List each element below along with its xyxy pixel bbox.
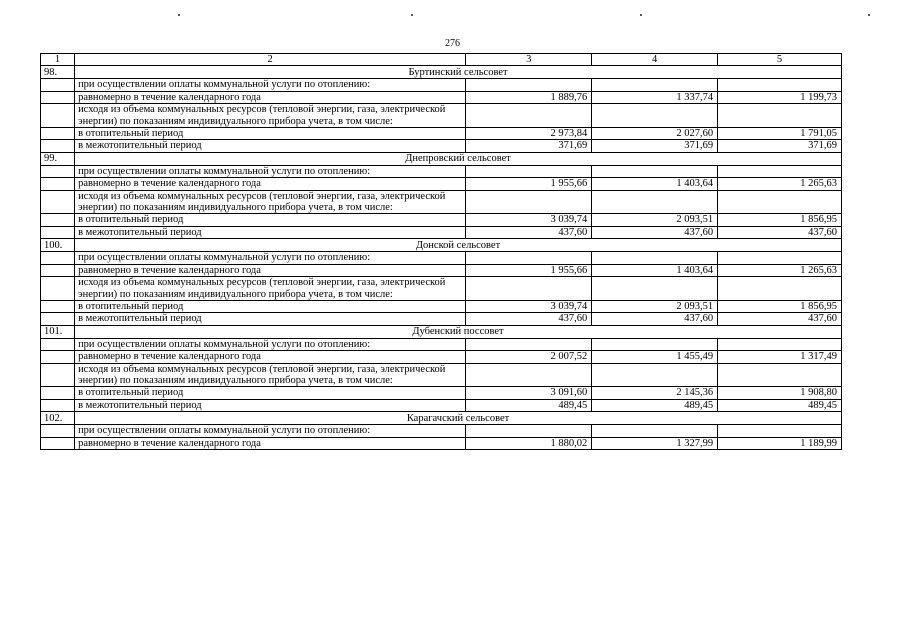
value-row xyxy=(41,214,842,226)
value-cell: 1 317,49 xyxy=(718,351,842,363)
value-cell: 1 265,63 xyxy=(718,264,842,276)
row-label: исходя из объема коммунальных ресурсов (тепловой энергии, газа, электрической энергии) по показаниям индивидуального прибора учета, в том числе: xyxy=(75,277,466,301)
label-row xyxy=(41,425,842,437)
value-cell: 1 403,64 xyxy=(592,264,718,276)
value-cell: 437,60 xyxy=(592,313,718,325)
row-label: в отопительный период xyxy=(75,214,466,226)
value-cell: 1 337,74 xyxy=(592,91,718,103)
row-label: исходя из объема коммунальных ресурсов (тепловой энергии, газа, электрической энергии) по показаниям индивидуального прибора учета, в том числе: xyxy=(75,363,466,387)
header-cell: 2 xyxy=(75,54,466,66)
value-cell: 1 955,66 xyxy=(466,264,592,276)
empty-cell xyxy=(466,363,592,387)
value-cell: 3 039,74 xyxy=(466,214,592,226)
value-cell: 1 880,02 xyxy=(466,437,592,449)
description-row xyxy=(41,104,842,128)
row-label: в межотопительный период xyxy=(75,399,466,411)
row-label: в отопительный период xyxy=(75,128,466,140)
value-cell: 371,69 xyxy=(718,140,842,152)
empty-cell xyxy=(466,104,592,128)
empty-cell xyxy=(466,425,592,437)
empty-cell xyxy=(41,226,75,238)
empty-cell xyxy=(41,190,75,214)
value-cell: 371,69 xyxy=(592,140,718,152)
row-label: в отопительный период xyxy=(75,387,466,399)
label-row xyxy=(41,252,842,264)
section-row xyxy=(41,66,842,79)
value-row xyxy=(41,437,842,449)
description-row xyxy=(41,363,842,387)
value-row xyxy=(41,351,842,363)
value-row xyxy=(41,387,842,399)
row-label: исходя из объема коммунальных ресурсов (тепловой энергии, газа, электрической энергии) по показаниям индивидуального прибора учета, в том числе: xyxy=(75,190,466,214)
section-number: 99. xyxy=(41,152,75,165)
empty-cell xyxy=(466,165,592,177)
empty-cell xyxy=(718,425,842,437)
value-cell: 437,60 xyxy=(718,313,842,325)
empty-cell xyxy=(466,190,592,214)
header-cell: 3 xyxy=(466,54,592,66)
label-row xyxy=(41,338,842,350)
value-cell: 489,45 xyxy=(466,399,592,411)
header-row xyxy=(41,54,842,66)
empty-cell xyxy=(41,351,75,363)
section-number: 100. xyxy=(41,239,75,252)
value-cell: 1 189,99 xyxy=(718,437,842,449)
section-name: Донской сельсовет xyxy=(75,239,842,252)
value-cell: 1 908,80 xyxy=(718,387,842,399)
value-cell: 3 091,60 xyxy=(466,387,592,399)
empty-cell xyxy=(41,387,75,399)
empty-cell xyxy=(718,277,842,301)
row-label: в отопительный период xyxy=(75,300,466,312)
empty-cell xyxy=(41,313,75,325)
row-label: исходя из объема коммунальных ресурсов (тепловой энергии, газа, электрической энергии) по показаниям индивидуального прибора учета, в том числе: xyxy=(75,104,466,128)
value-row xyxy=(41,226,842,238)
empty-cell xyxy=(41,91,75,103)
row-label: при осуществлении оплаты коммунальной услуги по отоплению: xyxy=(75,425,466,437)
row-label: при осуществлении оплаты коммунальной услуги по отоплению: xyxy=(75,338,466,350)
section-row xyxy=(41,412,842,425)
row-label: равномерно в течение календарного года xyxy=(75,437,466,449)
section-row xyxy=(41,325,842,338)
empty-cell xyxy=(41,79,75,91)
empty-cell xyxy=(41,178,75,190)
scan-dot xyxy=(411,14,413,16)
empty-cell xyxy=(718,165,842,177)
row-label: в межотопительный период xyxy=(75,226,466,238)
value-cell: 1 955,66 xyxy=(466,178,592,190)
empty-cell xyxy=(718,104,842,128)
empty-cell xyxy=(41,399,75,411)
empty-cell xyxy=(718,338,842,350)
row-label: равномерно в течение календарного года xyxy=(75,178,466,190)
scan-dot xyxy=(868,14,870,16)
value-cell: 1 889,76 xyxy=(466,91,592,103)
empty-cell xyxy=(41,128,75,140)
section-name: Днепровский сельсовет xyxy=(75,152,842,165)
value-cell: 437,60 xyxy=(592,226,718,238)
row-label: равномерно в течение календарного года xyxy=(75,351,466,363)
value-row xyxy=(41,264,842,276)
empty-cell xyxy=(41,140,75,152)
value-cell: 437,60 xyxy=(466,226,592,238)
empty-cell xyxy=(466,79,592,91)
value-cell: 2 007,52 xyxy=(466,351,592,363)
tariff-table xyxy=(40,53,842,450)
row-label: равномерно в течение календарного года xyxy=(75,264,466,276)
value-row xyxy=(41,178,842,190)
row-label: в межотопительный период xyxy=(75,313,466,325)
empty-cell xyxy=(592,190,718,214)
label-row xyxy=(41,165,842,177)
value-row xyxy=(41,399,842,411)
value-cell: 2 093,51 xyxy=(592,214,718,226)
row-label: при осуществлении оплаты коммунальной услуги по отоплению: xyxy=(75,165,466,177)
empty-cell xyxy=(41,437,75,449)
row-label: в межотопительный период xyxy=(75,140,466,152)
value-cell: 437,60 xyxy=(718,226,842,238)
empty-cell xyxy=(41,165,75,177)
value-cell: 489,45 xyxy=(592,399,718,411)
row-label: при осуществлении оплаты коммунальной услуги по отоплению: xyxy=(75,79,466,91)
empty-cell xyxy=(592,165,718,177)
empty-cell xyxy=(41,214,75,226)
value-cell: 437,60 xyxy=(466,313,592,325)
section-row xyxy=(41,239,842,252)
value-cell: 2 027,60 xyxy=(592,128,718,140)
section-number: 102. xyxy=(41,412,75,425)
row-label: при осуществлении оплаты коммунальной услуги по отоплению: xyxy=(75,252,466,264)
empty-cell xyxy=(41,264,75,276)
value-cell: 1 199,73 xyxy=(718,91,842,103)
value-cell: 1 403,64 xyxy=(592,178,718,190)
empty-cell xyxy=(592,363,718,387)
section-number: 98. xyxy=(41,66,75,79)
empty-cell xyxy=(41,252,75,264)
value-row xyxy=(41,91,842,103)
empty-cell xyxy=(466,277,592,301)
description-row xyxy=(41,277,842,301)
value-cell: 371,69 xyxy=(466,140,592,152)
empty-cell xyxy=(41,425,75,437)
empty-cell xyxy=(41,104,75,128)
empty-cell xyxy=(592,104,718,128)
value-cell: 1 265,63 xyxy=(718,178,842,190)
empty-cell xyxy=(41,277,75,301)
row-label: равномерно в течение календарного года xyxy=(75,91,466,103)
value-cell: 489,45 xyxy=(718,399,842,411)
empty-cell xyxy=(592,425,718,437)
header-cell: 1 xyxy=(41,54,75,66)
scan-dot xyxy=(640,14,642,16)
value-row xyxy=(41,140,842,152)
header-cell: 5 xyxy=(718,54,842,66)
empty-cell xyxy=(466,338,592,350)
empty-cell xyxy=(41,300,75,312)
value-cell: 1 856,95 xyxy=(718,300,842,312)
value-row xyxy=(41,300,842,312)
value-cell: 2 145,36 xyxy=(592,387,718,399)
section-name: Карагачский сельсовет xyxy=(75,412,842,425)
empty-cell xyxy=(592,338,718,350)
value-cell: 1 455,49 xyxy=(592,351,718,363)
description-row xyxy=(41,190,842,214)
page-number: 276 xyxy=(445,38,460,49)
empty-cell xyxy=(718,79,842,91)
value-row xyxy=(41,128,842,140)
section-name: Дубенский поссовет xyxy=(75,325,842,338)
section-row xyxy=(41,152,842,165)
empty-cell xyxy=(592,277,718,301)
empty-cell xyxy=(466,252,592,264)
value-cell: 1 856,95 xyxy=(718,214,842,226)
empty-cell xyxy=(41,338,75,350)
scan-dot xyxy=(178,14,180,16)
value-cell: 3 039,74 xyxy=(466,300,592,312)
empty-cell xyxy=(41,363,75,387)
label-row xyxy=(41,79,842,91)
section-name: Буртинский сельсовет xyxy=(75,66,842,79)
value-cell: 2 093,51 xyxy=(592,300,718,312)
empty-cell xyxy=(718,363,842,387)
value-cell: 1 327,99 xyxy=(592,437,718,449)
empty-cell xyxy=(718,252,842,264)
value-cell: 1 791,05 xyxy=(718,128,842,140)
header-cell: 4 xyxy=(592,54,718,66)
section-number: 101. xyxy=(41,325,75,338)
value-row xyxy=(41,313,842,325)
value-cell: 2 973,84 xyxy=(466,128,592,140)
empty-cell xyxy=(718,190,842,214)
empty-cell xyxy=(592,252,718,264)
empty-cell xyxy=(592,79,718,91)
